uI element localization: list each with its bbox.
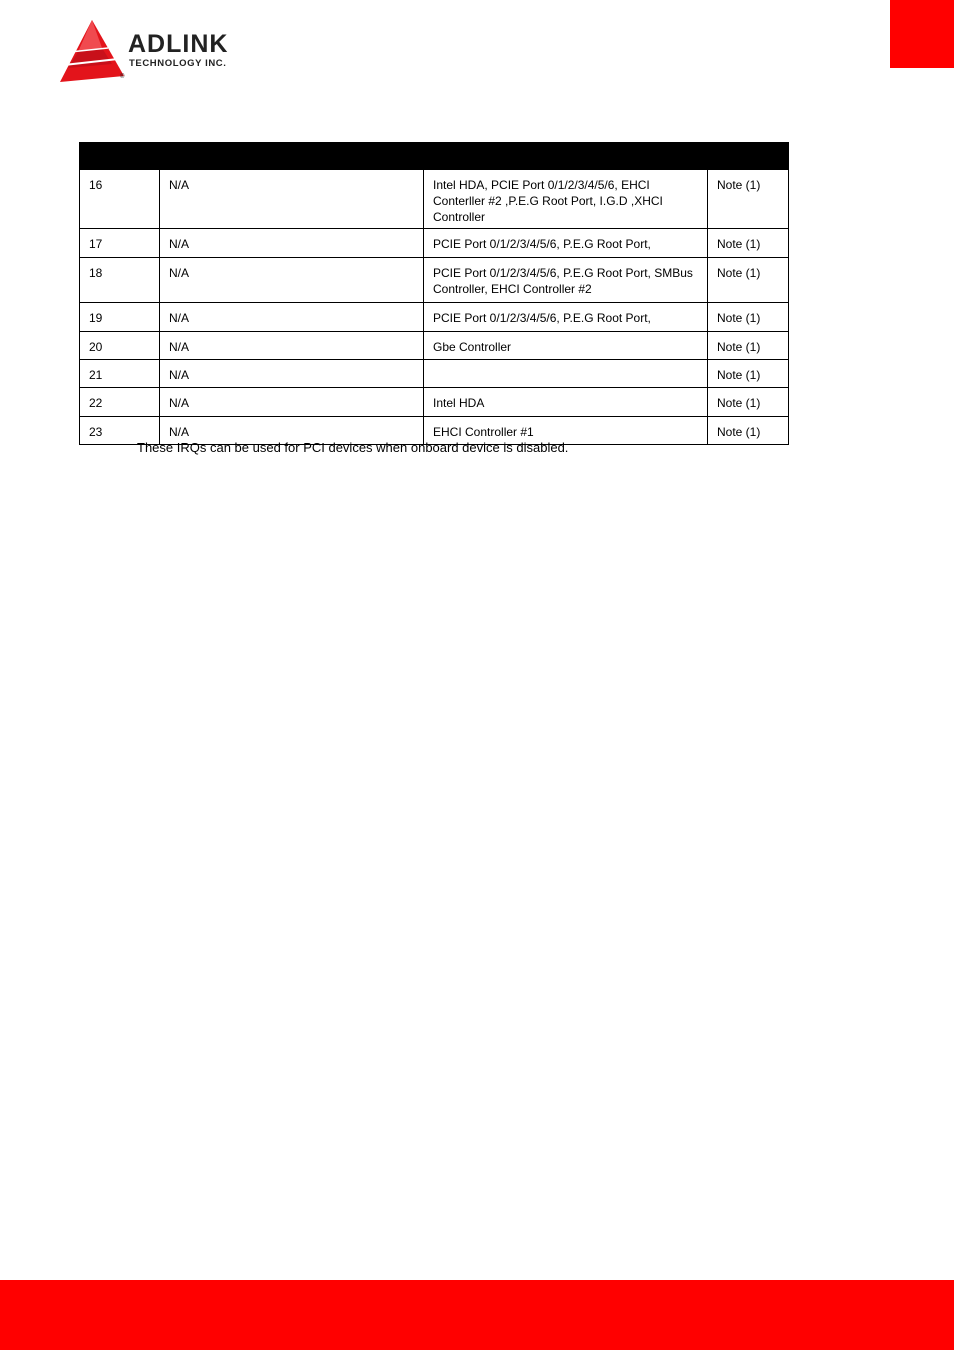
header-cell-left: [80, 142, 424, 170]
legacy-cell: N/A: [160, 360, 424, 388]
irq-cell: 21: [80, 360, 160, 388]
irq-table-body: [80, 170, 789, 445]
table-header-row: [80, 142, 789, 170]
legacy-cell: N/A: [160, 303, 424, 332]
devices-cell: Intel HDA: [424, 388, 708, 417]
devices-cell: EHCI Controller #1: [424, 417, 708, 445]
adlink-logo: [56, 18, 276, 88]
note-cell: Note (1): [708, 303, 789, 332]
legacy-cell: N/A: [160, 258, 424, 303]
note-cell: Note (1): [708, 258, 789, 303]
legacy-cell: N/A: [160, 332, 424, 360]
header-cell-right: [424, 142, 789, 170]
legacy-cell: N/A: [160, 170, 424, 229]
note-cell: Note (1): [708, 332, 789, 360]
note-cell: Note (1): [708, 170, 789, 229]
devices-cell: PCIE Port 0/1/2/3/4/5/6, P.E.G Root Port,: [424, 229, 708, 258]
note-cell: Note (1): [708, 229, 789, 258]
table-row: [80, 360, 789, 388]
devices-cell: Gbe Controller: [424, 332, 708, 360]
irq-cell: 19: [80, 303, 160, 332]
note-cell: Note (1): [708, 417, 789, 445]
logo-wordmark: ADLINK: [128, 30, 229, 58]
devices-cell: PCIE Port 0/1/2/3/4/5/6, P.E.G Root Port,: [424, 303, 708, 332]
corner-tab: [890, 0, 954, 68]
irq-cell: 18: [80, 258, 160, 303]
table-row: [80, 258, 789, 303]
legacy-cell: N/A: [160, 229, 424, 258]
irq-table: [79, 142, 789, 445]
note-cell: Note (1): [708, 388, 789, 417]
footer-band: [0, 1280, 954, 1350]
irq-cell: 23: [80, 417, 160, 445]
legacy-cell: N/A: [160, 388, 424, 417]
adlink-triangle-icon: [56, 18, 126, 86]
table-row: [80, 332, 789, 360]
legacy-cell: N/A: [160, 417, 424, 445]
table-row: [80, 303, 789, 332]
devices-cell: PCIE Port 0/1/2/3/4/5/6, P.E.G Root Port, SMBus Controller, EHCI Controller #2: [424, 258, 708, 303]
note-cell: Note (1): [708, 360, 789, 388]
footnote-text: These IRQs can be used for PCI devices when onboard device is disabled.: [137, 440, 569, 455]
devices-cell: [424, 360, 708, 388]
table-row: [80, 388, 789, 417]
irq-cell: 20: [80, 332, 160, 360]
devices-cell: Intel HDA, PCIE Port 0/1/2/3/4/5/6, EHCI Conterller #2 ,P.E.G Root Port, I.G.D ,XHCI Controller: [424, 170, 708, 229]
irq-cell: 16: [80, 170, 160, 229]
table-row: [80, 229, 789, 258]
irq-cell: 17: [80, 229, 160, 258]
registered-mark: ®: [120, 74, 125, 80]
irq-cell: 22: [80, 388, 160, 417]
logo-subtitle: TECHNOLOGY INC.: [129, 58, 227, 69]
table-row: [80, 170, 789, 229]
